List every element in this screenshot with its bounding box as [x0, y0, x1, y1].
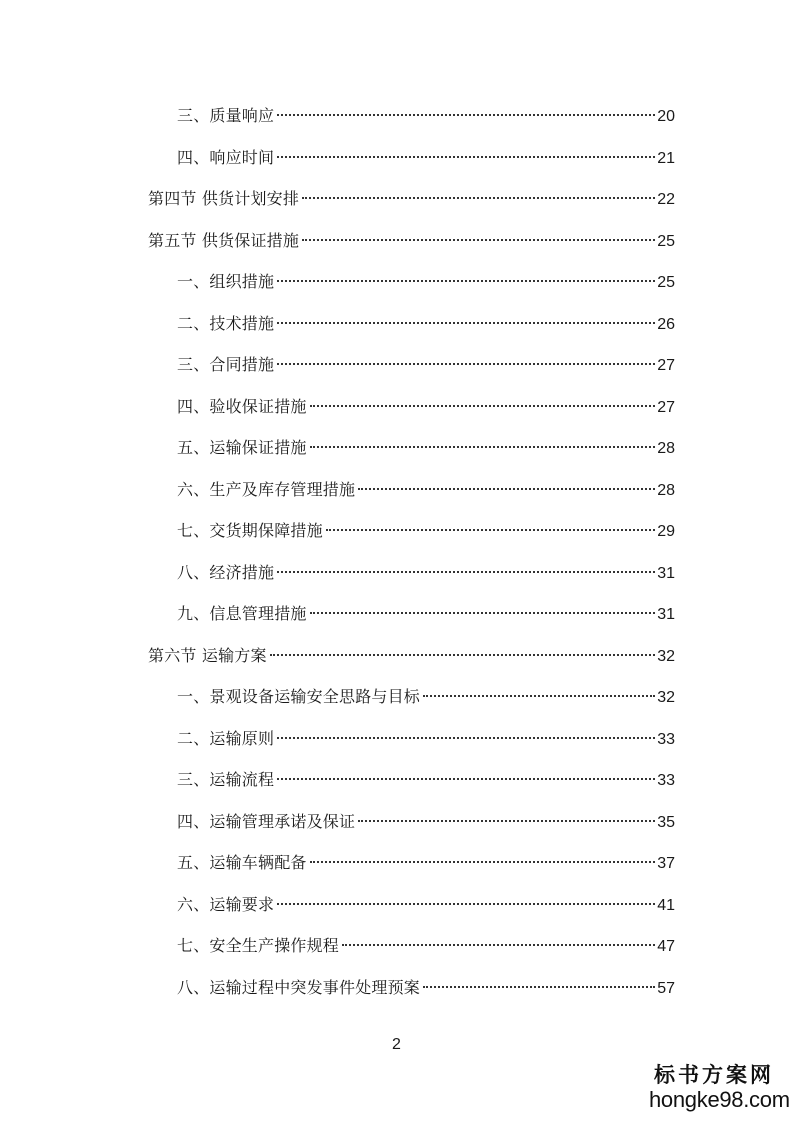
toc-dot-leader: [277, 322, 655, 324]
toc-entry-label: 三、运输流程: [177, 770, 275, 789]
toc-entry-page: 29: [657, 523, 675, 540]
toc-entry-page: 33: [657, 730, 675, 748]
toc-dot-leader: [277, 903, 655, 905]
toc-entry-page: 32: [657, 689, 675, 706]
toc-entry[interactable]: [177, 104, 675, 128]
watermark: [649, 1062, 790, 1112]
toc-entry-label: 一、景观设备运输安全思路与目标: [177, 687, 421, 706]
toc-entry-page: 28: [657, 440, 675, 457]
toc-entry-label: 一、组织措施: [177, 272, 275, 291]
toc-entry[interactable]: [148, 187, 675, 211]
toc-entry-label: 第四节 供货计划安排: [148, 189, 300, 208]
toc-entry-page: 25: [657, 274, 675, 291]
toc-entry-label: 三、质量响应: [177, 106, 275, 125]
toc-entry-label: 五、运输保证措施: [177, 438, 307, 457]
toc-entry-label: 七、安全生产操作规程: [177, 936, 340, 955]
toc-entry-label: 四、运输管理承诺及保证: [177, 811, 356, 831]
toc-entry[interactable]: [177, 810, 675, 834]
toc-entry[interactable]: [177, 727, 675, 751]
toc-entry[interactable]: [177, 561, 675, 585]
toc-entry[interactable]: [177, 893, 675, 917]
toc-entry[interactable]: [177, 312, 675, 336]
toc-dot-leader: [277, 363, 655, 365]
toc-entry-page: 32: [657, 647, 675, 665]
toc-dot-leader: [277, 280, 655, 282]
toc-entry[interactable]: [177, 976, 675, 1000]
toc-entry-label: 三、合同措施: [177, 355, 275, 374]
toc-dot-leader: [277, 114, 655, 116]
toc-dot-leader: [358, 488, 655, 490]
toc-entry-page: 35: [657, 813, 675, 831]
toc-dot-leader: [310, 612, 656, 614]
toc-entry[interactable]: [177, 436, 675, 460]
toc-entry-label: 五、运输车辆配备: [177, 853, 307, 872]
toc-dot-leader: [358, 820, 655, 822]
toc-dot-leader: [310, 446, 656, 448]
toc-dot-leader: [423, 695, 655, 697]
toc-dot-leader: [277, 156, 655, 158]
toc-entry-label: 九、信息管理措施: [177, 604, 307, 623]
toc-entry-page: 20: [657, 108, 675, 125]
toc-dot-leader: [270, 654, 656, 656]
toc-entry[interactable]: [177, 768, 675, 792]
toc-entry[interactable]: [177, 519, 675, 543]
toc-dot-leader: [310, 861, 656, 863]
toc-entry-label: 四、验收保证措施: [177, 396, 307, 416]
toc-entry[interactable]: [177, 934, 675, 958]
toc-entry[interactable]: [177, 146, 675, 170]
toc-entry[interactable]: [177, 685, 675, 709]
toc-dot-leader: [302, 239, 655, 241]
toc-entry-page: 57: [657, 979, 675, 997]
toc-dot-leader: [326, 529, 655, 531]
toc-entry-page: 41: [657, 896, 675, 914]
toc-entry-label: 第六节 运输方案: [148, 645, 267, 665]
toc-entry-label: 六、生产及库存管理措施: [177, 479, 356, 499]
toc-dot-leader: [302, 197, 655, 199]
watermark-title: 标书方案网: [654, 1062, 774, 1087]
toc-entry-page: 47: [657, 938, 675, 955]
toc-entry-page: 33: [657, 772, 675, 789]
toc-entry[interactable]: [177, 478, 675, 502]
toc-entry-label: 八、经济措施: [177, 562, 275, 582]
toc-entry-label: 七、交货期保障措施: [177, 521, 323, 540]
toc-dot-leader: [277, 571, 655, 573]
toc-entry[interactable]: [177, 602, 675, 626]
toc-dot-leader: [423, 986, 655, 988]
toc-entry-page: 31: [657, 564, 675, 582]
toc-entry[interactable]: [177, 353, 675, 377]
toc-entry-label: 八、运输过程中突发事件处理预案: [177, 977, 421, 997]
toc-entry-page: 37: [657, 855, 675, 872]
toc-dot-leader: [342, 944, 655, 946]
toc-entry-page: 25: [657, 232, 675, 250]
toc-entry[interactable]: [177, 395, 675, 419]
watermark-url: hongke98.com: [649, 1087, 790, 1112]
toc-entry-page: 27: [657, 357, 675, 374]
toc-entry-label: 六、运输要求: [177, 894, 275, 914]
toc-entry-label: 第五节 供货保证措施: [148, 230, 300, 250]
toc-dot-leader: [310, 405, 656, 407]
toc-entry-label: 二、技术措施: [177, 313, 275, 333]
toc-dot-leader: [277, 778, 655, 780]
toc-entry-label: 四、响应时间: [177, 147, 275, 167]
toc-dot-leader: [277, 737, 655, 739]
toc-entry-page: 26: [657, 315, 675, 333]
toc-entry-page: 31: [657, 606, 675, 623]
toc-entry-page: 21: [657, 149, 675, 167]
page-number: 2: [392, 1036, 401, 1053]
toc-entry[interactable]: [177, 851, 675, 875]
toc-entry-page: 27: [657, 398, 675, 416]
toc-entry-page: 28: [657, 481, 675, 499]
toc-entry-label: 二、运输原则: [177, 728, 275, 748]
toc-entry[interactable]: [148, 229, 675, 253]
toc-entry[interactable]: [148, 644, 675, 668]
toc-entry-page: 22: [657, 191, 675, 208]
toc-entry[interactable]: [177, 270, 675, 294]
